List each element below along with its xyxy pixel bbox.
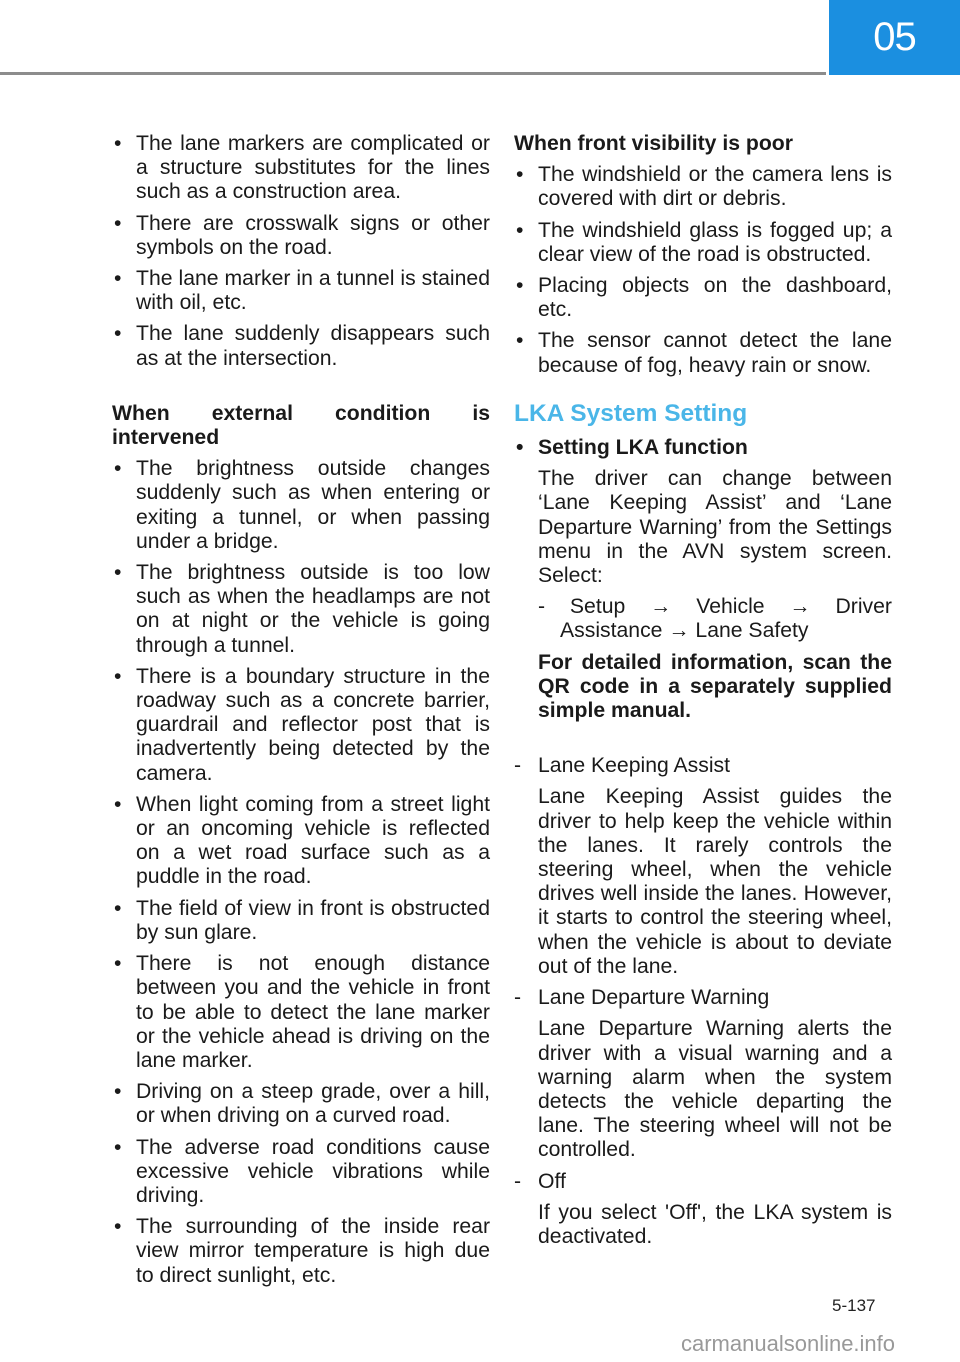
chapter-tab [829,0,960,75]
list-item: • The sensor cannot detect the lane because of fog, heavy rain or snow. [516,329,892,377]
qr-note: For detailed information, scan the QR code in a separately supplied simple manual. [538,650,892,723]
external-condition-heading: When external condition is intervened [112,401,490,450]
chapter-number: 05 [873,15,916,59]
options-list [514,754,892,1249]
dash-icon: - [514,1169,522,1193]
setting-bullet: • Setting LKA function [516,436,748,460]
conditions-list-top [112,132,490,371]
bullet-icon: • [114,322,122,346]
front-visibility-heading: When front visibility is poor [514,132,793,155]
bullet-icon: • [114,664,122,688]
bullet-icon: • [114,1215,122,1239]
menu-path: - Setup → Vehicle → Driver Assistance → Lane Safety [538,595,892,643]
bullet-icon: • [516,274,524,298]
list-item: • The lane markers are complicated or a structure substitutes for the lines such as a construction area. [114,132,490,204]
bullet-icon: • [516,218,524,242]
bullet-icon: • [516,436,524,460]
list-item: • The brightness outside is too low such as when the headlamps are not on at night or the vehicle is going through a tunnel. [114,561,490,657]
list-item: • The brightness outside changes suddenly such as when entering or exiting a tunnel, or when passing under a bridge. [114,457,490,553]
bullet-icon: • [114,267,122,291]
bullet-icon: • [114,211,122,235]
section-title: LKA System Setting [514,399,748,427]
option-description: If you select 'Off', the LKA system is deactivated. [538,1200,892,1248]
header-rule [0,72,826,75]
option-label: - Off [514,1169,566,1193]
list-item: • Driving on a steep grade, over a hill, or when driving on a curved road. [114,1080,490,1128]
list-item: • When light coming from a street light or an oncoming vehicle is reflected on a wet road surface such as a puddle in the road. [114,792,490,889]
dash-icon: - [514,986,522,1010]
watermark: carmanualsonline.info [681,1331,896,1356]
bullet-icon: • [114,561,122,585]
list-item: • The surrounding of the inside rear view mirror temperature is high due to direct sunlight, etc. [114,1215,490,1287]
visibility-list [514,163,892,378]
bullet-icon: • [114,1080,122,1104]
right-column [514,132,892,1256]
list-item: • There is a boundary structure in the roadway such as a concrete barrier, guardrail and reflector post that is inadvertently being detected by the camera. [114,664,490,785]
option-label: - Lane Keeping Assist [514,754,731,778]
option-description: Lane Keeping Assist guides the driver to help keep the vehicle within the lanes. It rarely controls the steering wheel, when the vehicle drives well inside the lanes. However, it starts to control the steering wheel, when the vehicle is about to deviate out of the lane. [538,785,892,978]
conditions-list-external [112,457,490,1288]
bullet-icon: • [516,163,524,187]
list-item: • The lane suddenly disappears such as at the intersection. [114,322,490,370]
list-item: • The windshield glass is fogged up; a clear view of the road is obstructed. [516,218,892,266]
list-item: • Placing objects on the dashboard, etc. [516,274,892,322]
list-item: • The field of view in front is obstructed by sun glare. [114,896,490,944]
bullet-icon: • [114,1135,122,1159]
bullet-icon: • [114,457,122,481]
bullet-icon: • [114,132,122,155]
option-description: Lane Departure Warning alerts the driver with a visual warning and a warning alarm when the system detects the vehicle departing the lane. The steering wheel will not be controlled. [538,1017,892,1162]
dash-icon: - [514,754,522,778]
list-item: • The windshield or the camera lens is covered with dirt or debris. [516,163,892,211]
left-column [112,132,490,1295]
list-item: • The adverse road conditions cause excessive vehicle vibrations while driving. [114,1135,490,1207]
bullet-icon: • [114,896,122,920]
bullet-icon: • [114,792,122,816]
setting-text: The driver can change between ‘Lane Keeping Assist’ and ‘Lane Departure Warning’ from the Settings menu in the AVN system screen. Select: [538,467,892,588]
page-number: 5-137 [832,1296,876,1315]
bullet-icon: • [114,952,122,976]
option-label: - Lane Departure Warning [514,986,770,1010]
bullet-icon: • [516,329,524,353]
list-item: • There is not enough distance between you and the vehicle in front to be able to detect the lane marker or the vehicle ahead is driving on the lane marker. [114,952,490,1072]
list-item: • There are crosswalk signs or other symbols on the road. [114,211,490,259]
list-item: • The lane marker in a tunnel is stained with oil, etc. [114,267,490,315]
